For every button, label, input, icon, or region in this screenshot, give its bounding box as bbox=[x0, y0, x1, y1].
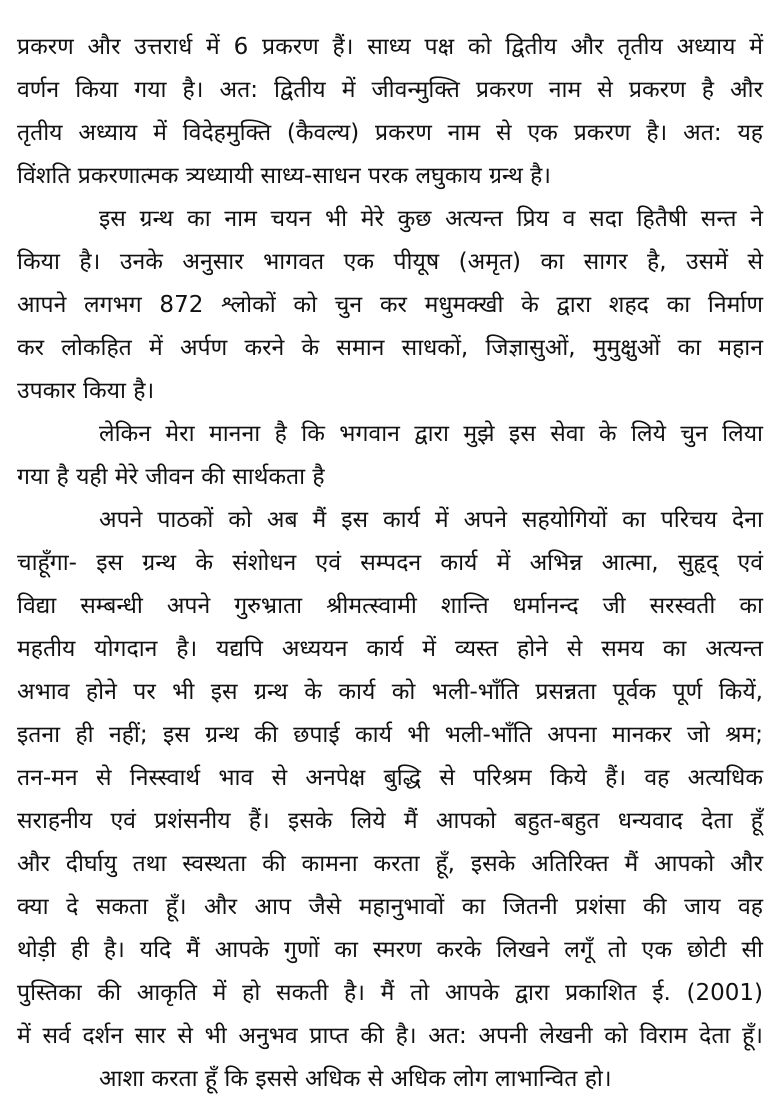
text-line: इस ग्रन्थ का नाम चयन भी मेरे कुछ अत्यन्त प्रिय व सदा हितैषी सन्त ने bbox=[99, 206, 763, 232]
text-line: आपने लगभग 872 श्लोकों को चुन कर मधुमक्खी के द्वारा शहद का निर्माण bbox=[17, 292, 763, 318]
text-line: विंशति प्रकरणात्मक त्र्यध्यायी साध्य-साधन परक लघुकाय ग्रन्थ है। bbox=[17, 163, 552, 189]
text-line: कर लोकहित में अर्पण करने के समान साधकों, जिज्ञासुओं, मुमुक्षुओं का महान bbox=[17, 335, 763, 361]
text-line: लेकिन मेरा मानना है कि भगवान द्वारा मुझे इस सेवा के लिये चुन लिया bbox=[99, 421, 763, 447]
document-page bbox=[17, 26, 763, 1101]
text-line: विद्या सम्बन्धी अपने गुरुभ्राता श्रीमत्स्वामी शान्ति धर्मानन्द जी सरस्वती का bbox=[17, 593, 763, 619]
text-line: गया है यही मेरे जीवन की सार्थकता है bbox=[17, 464, 325, 490]
text-line: अभाव होने पर भी इस ग्रन्थ के कार्य को भली-भाँति प्रसन्नता पूर्वक पूर्ण कियें, bbox=[17, 679, 763, 705]
text-line: इतना ही नहीं; इस ग्रन्थ की छपाई कार्य भी भली-भाँति अपना मानकर जो श्रम; bbox=[17, 722, 763, 748]
text-line: उपकार किया है। bbox=[17, 378, 155, 404]
text-line: सराहनीय एवं प्रशंसनीय हैं। इसके लिये मैं आपको बहुत-बहुत धन्यवाद देता हूँ bbox=[17, 808, 763, 834]
text-line: क्या दे सकता हूँ। और आप जैसे महानुभावों का जितनी प्रशंसा की जाय वह bbox=[17, 894, 763, 920]
text-line: थोड़ी ही है। यदि मैं आपके गुणों का स्मरण करके लिखने लगूँ तो एक छोटी सी bbox=[17, 937, 763, 963]
text-line: महतीय योगदान है। यद्यपि अध्ययन कार्य में व्यस्त होने से समय का अत्यन्त bbox=[17, 636, 763, 662]
text-line: तन-मन से निस्स्वार्थ भाव से अनपेक्ष बुद्धि से परिश्रम किये हैं। वह अत्यधिक bbox=[17, 765, 763, 791]
text-line: किया है। उनके अनुसार भागवत एक पीयूष (अमृत) का सागर है, उसमें से bbox=[17, 249, 763, 275]
text-line: चाहूँगा- इस ग्रन्थ के संशोधन एवं सम्पदन कार्य में अभिन्न आत्मा, सुहृद् एवं bbox=[17, 550, 763, 576]
text-line: तृतीय अध्याय में विदेहमुक्ति (कैवल्य) प्रकरण नाम से एक प्रकरण है। अत: यह bbox=[17, 120, 763, 146]
text-line: में सर्व दर्शन सार से भी अनुभव प्राप्त की है। अत: अपनी लेखनी को विराम देता हूँ। bbox=[17, 1023, 763, 1049]
text-line: आशा करता हूँ कि इससे अधिक से अधिक लोग लाभान्वित हो। bbox=[99, 1066, 612, 1092]
text-line: अपने पाठकों को अब मैं इस कार्य में अपने सहयोगियों का परिचय देना bbox=[99, 507, 763, 533]
text-line: पुस्तिका की आकृति में हो सकती है। मैं तो आपके द्वारा प्रकाशित ई. (2001) bbox=[17, 980, 763, 1006]
text-line: वर्णन किया गया है। अत: द्वितीय में जीवन्मुक्ति प्रकरण नाम से प्रकरण है और bbox=[17, 77, 763, 103]
text-line: प्रकरण और उत्तरार्ध में 6 प्रकरण हैं। साध्य पक्ष को द्वितीय और तृतीय अध्याय में bbox=[17, 34, 763, 60]
text-line: और दीर्घायु तथा स्वस्थता की कामना करता हूँ, इसके अतिरिक्त मैं आपको और bbox=[17, 851, 763, 877]
